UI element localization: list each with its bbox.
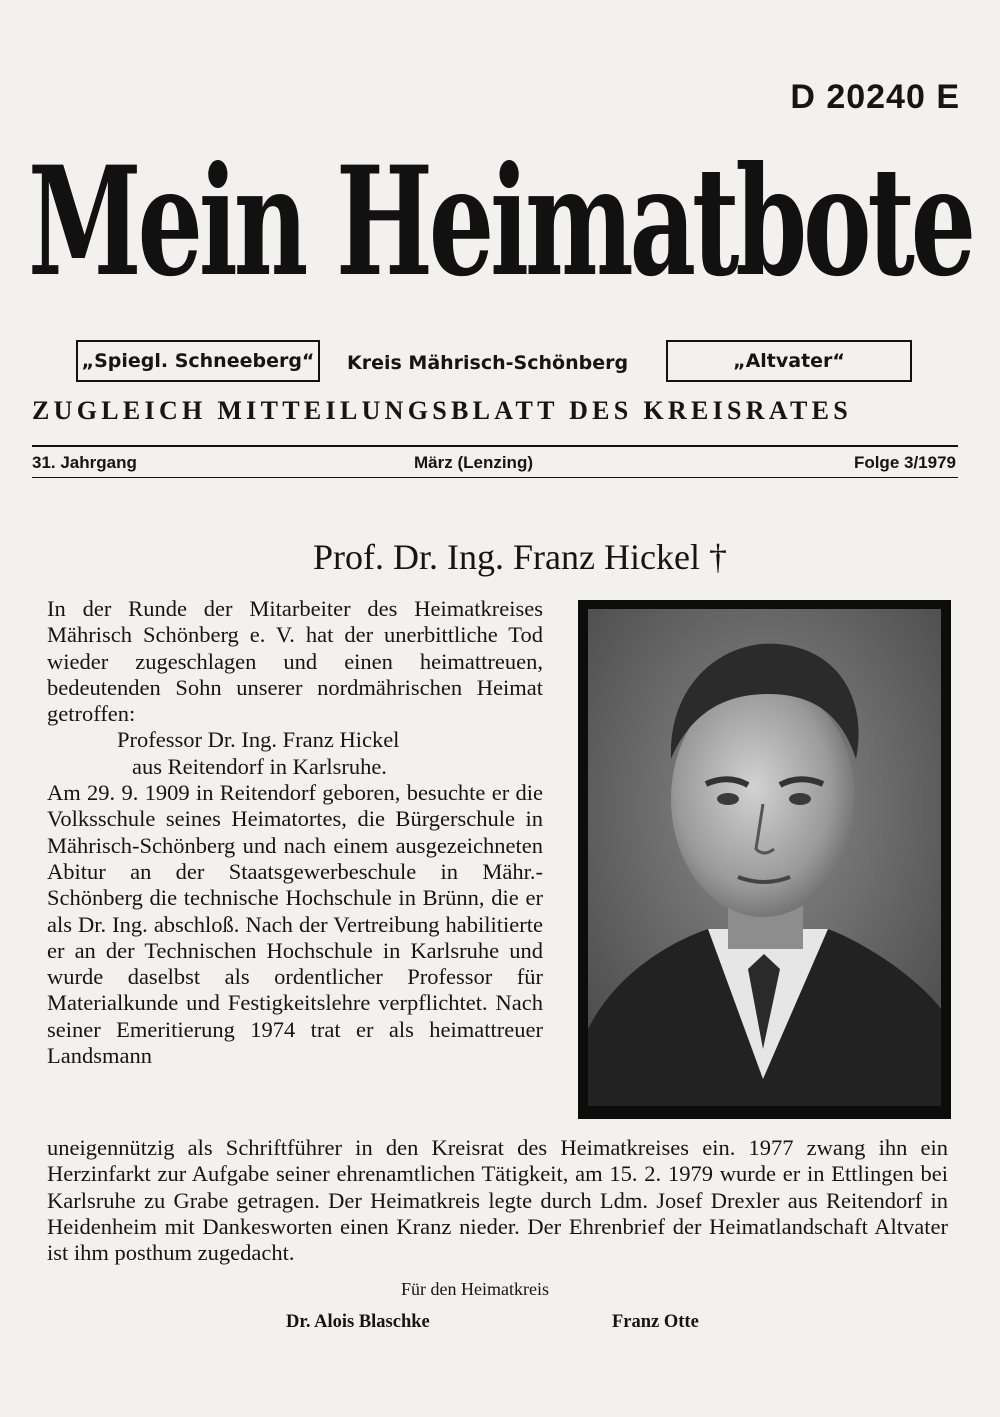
region-box-right: „Altvater“	[666, 340, 912, 382]
subtitle: ZUGLEICH MITTEILUNGSBLATT DES KREISRATES	[32, 396, 853, 425]
region-box-left: „Spiegl. Schneeberg“	[76, 340, 320, 382]
postal-code: D 20240 E	[790, 78, 960, 116]
portrait-photo	[588, 609, 941, 1106]
signature-otte: Franz Otte	[612, 1312, 699, 1332]
signature-intro: Für den Heimatkreis	[401, 1279, 549, 1299]
deceased-name-line: Professor Dr. Ing. Franz Hickel	[117, 727, 400, 753]
issue-label: Folge 3/1979	[853, 453, 956, 472]
article-paragraph-2: Am 29. 9. 1909 in Reitendorf geboren, besuchte er die Volksschule seines Heimatortes, die Bürgerschule in Mährisch-Schönberg und nach einem ausgezeichneten Abitur an der Staatsgewerbeschule in Mähr.-Schönberg die technische Hochschule in Brünn, die er als Dr. Ing. abschloß. Nach der Vertreibung habilitierte er an der Technischen Hochschule in Karlsruhe und wurde daselbst als ordentlicher Professor für Materialkunde und Festigkeitslehre verpflichtet. Nach seiner Emeritierung 1974 trat er als heimattreuer Landsmann	[47, 780, 543, 1069]
article-headline: Prof. Dr. Ing. Franz Hickel †	[313, 537, 727, 577]
portrait-illustration	[588, 609, 941, 1106]
portrait-photo-frame	[578, 600, 951, 1119]
article-paragraph-1: In der Runde der Mitarbeiter des Heimatkreises Mährisch Schönberg e. V. hat der unerbittliche Tod wieder zugeschlagen und einen heimattreuen, bedeutenden Sohn unserer nordmährischen Heimat getroffen:	[47, 596, 543, 727]
month-label: März (Lenzing)	[414, 453, 533, 472]
masthead-title: Mein Heimatbote	[28, 134, 972, 310]
district-label: Kreis Mährisch-Schönberg	[347, 352, 629, 374]
header-rule-bottom	[32, 477, 958, 478]
volume-label: 31. Jahrgang	[32, 453, 137, 472]
header-rule-top	[32, 445, 958, 447]
article-column	[47, 596, 543, 1069]
article-paragraph-3: uneigennützig als Schriftführer in den Kreisrat des Heimatkreises ein. 1977 zwang ihn ein Herzinfarkt zur Aufgabe seiner ehrenamtlichen Tätigkeit, am 15. 2. 1979 wurde er in Ettlingen bei Karlsruhe zu Grabe getragen. Der Heimatkreis legte durch Ldm. Josef Drexler aus Reitendorf in Heidenheim mit Dankesworten einen Kranz nieder. Der Ehrenbrief der Heimatlandschaft Altvater ist ihm posthum zugedacht.	[47, 1135, 948, 1266]
deceased-origin-line: aus Reitendorf in Karlsruhe.	[132, 753, 387, 779]
signature-blaschke: Dr. Alois Blaschke	[286, 1312, 430, 1332]
masthead-logo	[20, 102, 980, 330]
